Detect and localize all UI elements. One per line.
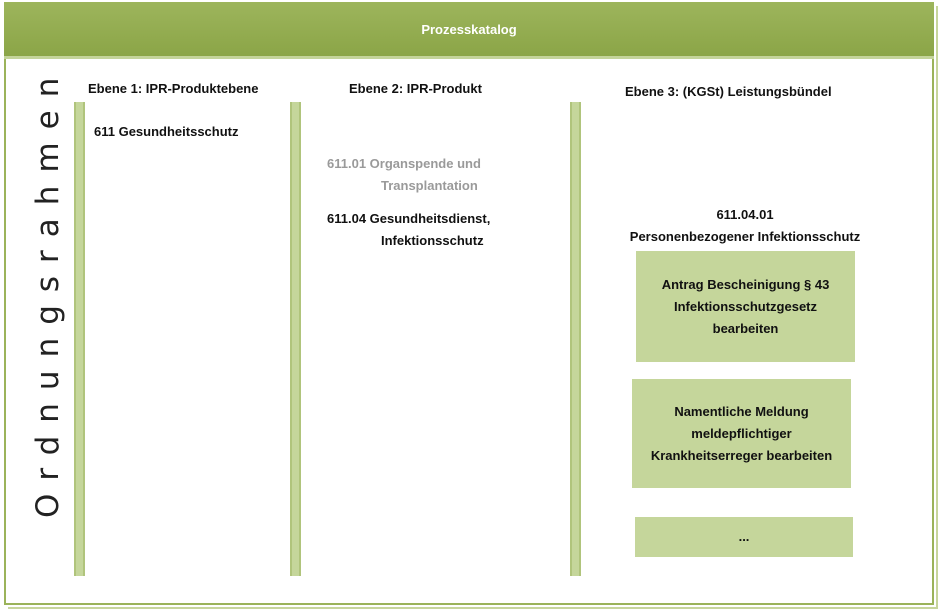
level1-item: 611 Gesundheitsschutz [94, 124, 239, 139]
column-heading-1: Ebene 1: IPR-Produktebene [88, 81, 259, 96]
level3-title [600, 204, 890, 248]
box-line: Krankheitserreger bearbeiten [650, 447, 833, 463]
header-title: Prozesskatalog [421, 21, 517, 37]
header-banner [4, 2, 934, 56]
level2-text-line2: Infektionsschutz [381, 233, 484, 248]
level2-text-line1: Organspende und [369, 156, 481, 171]
box-line: Antrag Bescheinigung § 43 [661, 276, 830, 292]
level3-name: Personenbezogener Infektionsschutz [629, 229, 861, 244]
process-box-meldung [632, 379, 851, 488]
level2-item-gesundheitsdienst [327, 208, 490, 252]
box-line: Infektionsschutzgesetz [673, 298, 818, 314]
level2-text-line2: Transplantation [381, 178, 478, 193]
level3-code: 611.04.01 [716, 207, 774, 222]
level2-code: 611.01 [327, 156, 367, 171]
header-separator [4, 56, 934, 59]
box-line: bearbeiten [712, 320, 779, 336]
column-bar-3 [570, 102, 581, 576]
box-line: Namentliche Meldung [674, 403, 809, 419]
process-box-bescheinigung [636, 251, 855, 362]
box-line: ... [738, 529, 750, 544]
column-heading-2: Ebene 2: IPR-Produkt [349, 81, 482, 96]
column-bar-2 [290, 102, 301, 576]
process-box-more [635, 517, 853, 557]
side-label: Ordnungsrahmen [30, 64, 66, 518]
level2-code: 611.04 [327, 211, 367, 226]
level2-text-line1: Gesundheitsdienst, [369, 211, 491, 226]
column-heading-3: Ebene 3: (KGSt) Leistungsbündel [625, 84, 832, 99]
level2-item-organspende [327, 153, 481, 197]
box-line: meldepflichtiger [691, 425, 792, 441]
column-bar-1 [74, 102, 85, 576]
